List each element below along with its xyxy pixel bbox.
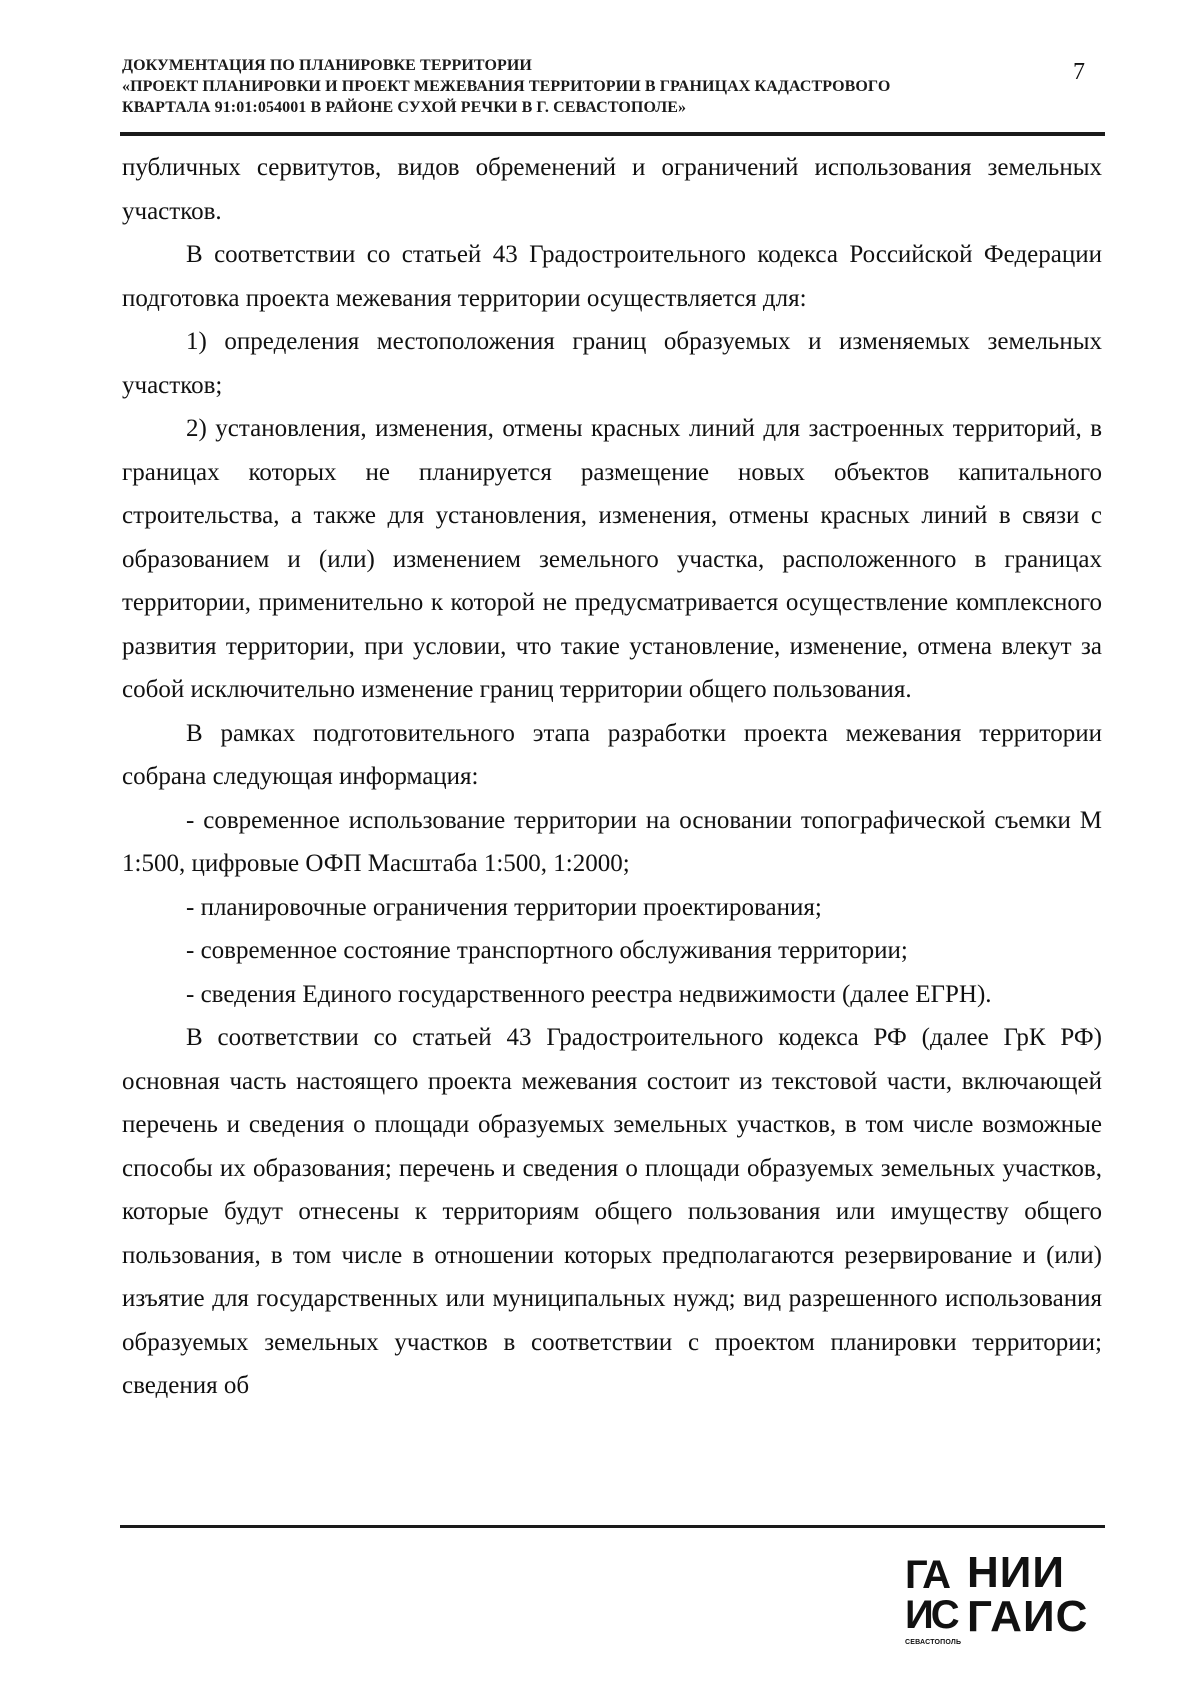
logo-mark-icon (905, 1553, 963, 1646)
list-item: - современное использование территории на основании топографической съемки М 1:500, цифровые ОФП Масштаба 1:500, 1:2000; (122, 806, 1102, 877)
header-line-3: КВАРТАЛА 91:01:054001 В РАЙОНЕ СУХОЙ РЕЧКИ В Г. СЕВАСТОПОЛЕ» (122, 99, 687, 116)
paragraph-article-43: В соответствии со статьей 43 Градостроительного кодекса Российской Федерации подготовка проекта межевания территории осуществляется для: (122, 241, 1102, 312)
logo-mark-top: ГА (905, 1553, 949, 1597)
logo-text (967, 1548, 1089, 1641)
header-line-2: «ПРОЕКТ ПЛАНИРОВКИ И ПРОЕКТ МЕЖЕВАНИЯ ТЕРРИТОРИИ В ГРАНИЦАХ КАДАСТРОВОГО (122, 78, 891, 95)
logo-city: СЕВАСТОПОЛЬ (905, 1639, 962, 1646)
header-divider (120, 132, 1105, 136)
list-item: - планировочные ограничения территории проектирования; (186, 893, 822, 921)
footer-divider (120, 1525, 1105, 1528)
list-item: - сведения Единого государственного реестра недвижимости (далее ЕГРН). (186, 980, 992, 1008)
nii-gais-logo (905, 1547, 1105, 1657)
page-number: 7 (1073, 59, 1085, 85)
logo-line-2: ГАИС (967, 1592, 1089, 1641)
logo-line-1: НИИ (967, 1548, 1066, 1597)
list-item: - современное состояние транспортного обслуживания территории; (186, 937, 908, 964)
paragraph-item-2: 2) установления, изменения, отмены красных линий для застроенных территорий, в границах которых не планируется размещение новых объектов капитального строительства, а также для установления, изменения, отмены красных линий в связи с образованием и (или) изменением земельного участка, расположенного в границах территории, применительно к которой не предусматривается осуществление комплексного развития территории, при условии, что такие установление, изменение, отмена влекут за собой исключительно изменение границ территории общего пользования. (122, 415, 1102, 703)
paragraph-continuation: публичных сервитутов, видов обременений и ограничений использования земельных участков. (122, 154, 1102, 225)
paragraph-item-1: 1) определения местоположения границ образуемых и изменяемых земельных участков; (122, 328, 1102, 399)
logo-mark-bottom: ИС (905, 1593, 957, 1637)
header-line-1: ДОКУМЕНТАЦИЯ ПО ПЛАНИРОВКЕ ТЕРРИТОРИИ (122, 57, 532, 74)
paragraph-main-part: В соответствии со статьей 43 Градостроительного кодекса РФ (далее ГрК РФ) основная часть настоящего проекта межевания состоит из текстовой части, включающей перечень и сведения о площади образуемых земельных участков, в том числе возможные способы их образования; перечень и сведения о площади образуемых земельных участков, которые будут отнесены к территориям общего пользования или имуществу общего пользования, в том числе в отношении которых предполагаются резервирование и (или) изъятие для государственных или муниципальных нужд; вид разрешенного использования образуемых земельных участков в соответствии с проектом планировки территории; сведения об (122, 1024, 1102, 1399)
document-header (122, 55, 1062, 118)
paragraph-preparatory-stage: В рамках подготовительного этапа разработки проекта межевания территории собрана следующая информация: (122, 719, 1102, 790)
document-body (122, 146, 1102, 1408)
